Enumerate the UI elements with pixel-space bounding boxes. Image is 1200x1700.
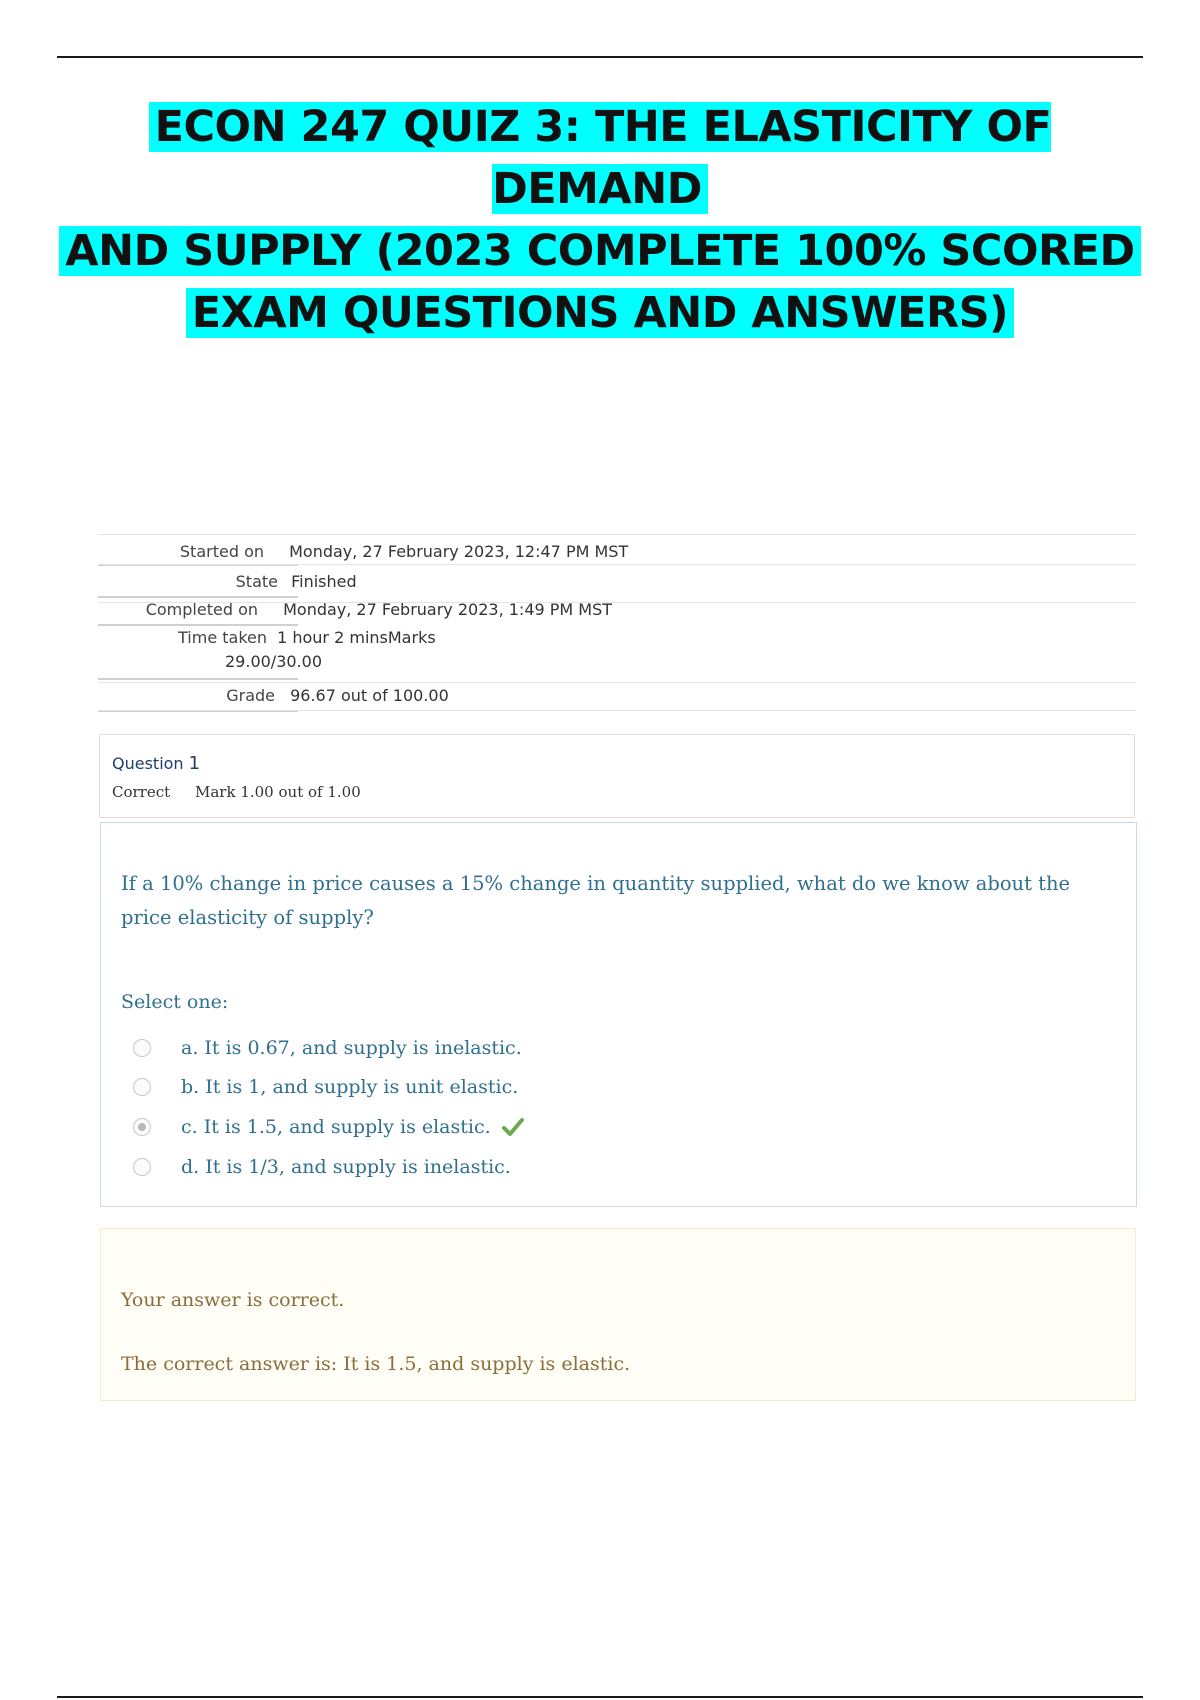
feedback-result: Your answer is correct. — [121, 1289, 345, 1311]
completed-label: Completed on — [145, 600, 258, 619]
answer-label-a: a. It is 0.67, and supply is inelastic. — [181, 1037, 522, 1059]
feedback-correct-answer: The correct answer is: It is 1.5, and supply is elastic. — [121, 1353, 631, 1375]
radio-d[interactable] — [133, 1158, 151, 1176]
summary-divider — [98, 678, 298, 680]
answer-option-a[interactable] — [133, 1033, 522, 1063]
time-marks-row — [98, 628, 436, 647]
answer-option-b[interactable] — [133, 1072, 518, 1102]
question-text: If a 10% change in price causes a 15% change in quantity supplied, what do we know about the price elasticity of supply? — [121, 872, 1071, 929]
time-value: 1 hour 2 mins — [277, 628, 388, 647]
answer-option-d[interactable] — [133, 1152, 511, 1182]
summary-divider — [98, 564, 1136, 565]
answer-label-d: d. It is 1/3, and supply is inelastic. — [181, 1156, 511, 1178]
question-mark: Mark 1.00 out of 1.00 — [195, 783, 361, 801]
completed-row — [98, 600, 612, 619]
radio-c-selected[interactable] — [133, 1118, 151, 1136]
title-line-2: AND SUPPLY (2023 COMPLETE 100% SCORED — [59, 226, 1140, 276]
question-content — [100, 822, 1137, 1207]
summary-divider — [98, 682, 1136, 683]
marks-value: 29.00/30.00 — [225, 652, 322, 671]
started-value: Monday, 27 February 2023, 12:47 PM MST — [289, 542, 629, 561]
state-label: State — [235, 572, 278, 591]
check-icon — [501, 1116, 525, 1138]
radio-a[interactable] — [133, 1039, 151, 1057]
time-label: Time taken — [178, 628, 267, 647]
title-line-3: EXAM QUESTIONS AND ANSWERS) — [186, 288, 1014, 338]
title-line-1: ECON 247 QUIZ 3: THE ELASTICITY OF DEMAND — [149, 102, 1052, 214]
radio-b[interactable] — [133, 1078, 151, 1096]
state-row — [98, 572, 357, 591]
select-prompt: Select one: — [121, 991, 229, 1013]
summary-divider — [98, 534, 1136, 535]
summary-divider — [98, 596, 298, 598]
answer-feedback — [100, 1228, 1136, 1401]
answer-label-c: c. It is 1.5, and supply is elastic. — [181, 1116, 491, 1138]
summary-divider — [98, 624, 298, 626]
state-value: Finished — [291, 572, 357, 591]
grade-row — [98, 686, 449, 705]
question-info — [99, 734, 1135, 818]
question-number-value: 1 — [188, 753, 201, 774]
grade-label: Grade — [226, 686, 275, 705]
attempt-summary — [98, 534, 1136, 714]
summary-divider — [98, 710, 1136, 711]
grade-value: 96.67 out of 100.00 — [290, 686, 449, 705]
marks-label: Marks — [387, 628, 436, 647]
question-state: Correct — [112, 783, 171, 801]
document-title — [40, 96, 1160, 344]
completed-value: Monday, 27 February 2023, 1:49 PM MST — [283, 600, 613, 619]
question-label: Question — [112, 754, 184, 773]
top-rule — [57, 56, 1143, 58]
answer-option-c[interactable] — [133, 1112, 525, 1142]
started-label: Started on — [179, 542, 264, 561]
answer-label-b: b. It is 1, and supply is unit elastic. — [181, 1076, 519, 1098]
bottom-rule — [57, 1696, 1143, 1698]
question-number — [112, 753, 200, 774]
started-row — [98, 542, 628, 561]
